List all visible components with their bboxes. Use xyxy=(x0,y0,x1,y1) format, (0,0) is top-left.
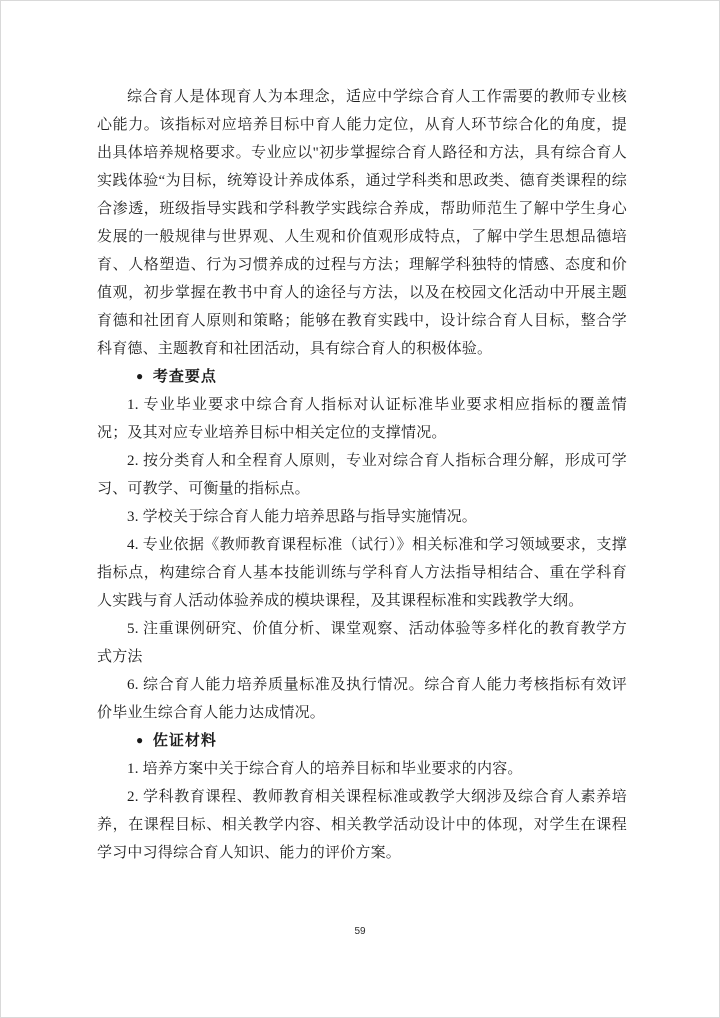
section-heading-supporting-materials xyxy=(97,727,627,755)
bullet-icon: ● xyxy=(136,369,144,383)
list-item: 4. 专业依据《教师教育课程标准（试行）》相关标准和学习领域要求，支撑指标点，构建综合育人基本技能训练与学科育人方法指导相结合、重在学科育人实践与育人活动体验养成的模块课程，及其课程标准和实践教学大纲。 xyxy=(97,537,627,609)
page-number: 59 xyxy=(354,926,366,937)
section-heading-examination-points xyxy=(97,363,627,391)
section-heading-text: 考查要点 xyxy=(152,369,217,385)
list-item: 5. 注重课例研究、价值分析、课堂观察、活动体验等多样化的教育教学方式方法 xyxy=(97,621,627,665)
list-item: 3. 学校关于综合育人能力培养思路与指导实施情况。 xyxy=(127,509,478,525)
list-item: 2. 按分类育人和全程育人原则，专业对综合育人指标合理分解，形成可学习、可教学、可衡量的指标点。 xyxy=(97,453,627,497)
list-item: 6. 综合育人能力培养质量标准及执行情况。综合育人能力考核指标有效评价毕业生综合育人能力达成情况。 xyxy=(97,677,627,721)
section-heading-text: 佐证材料 xyxy=(152,733,217,749)
document-body xyxy=(97,83,627,867)
list-item: 1. 专业毕业要求中综合育人指标对认证标准毕业要求相应指标的覆盖情况；及其对应专业培养目标中相关定位的支撑情况。 xyxy=(97,397,627,441)
intro-paragraph: 综合育人是体现育人为本理念，适应中学综合育人工作需要的教师专业核心能力。该指标对应培养目标中育人能力定位，从育人环节综合化的角度，提出具体培养规格要求。专业应以"初步掌握综合育人路径和方法，具有综合育人实践体验“为目标，统筹设计养成体系，通过学科类和思政类、德育类课程的综合渗透，班级指导实践和学科教学实践综合养成，帮助师范生了解中学生身心发展的一般规律与世界观、人生观和价值观形成特点，了解中学生思想品德培育、人格塑造、行为习惯养成的过程与方法；理解学科独特的情感、态度和价值观，初步掌握在教书中育人的途径与方法，以及在校园文化活动中开展主题育德和社团育人原则和策略；能够在教育实践中，设计综合育人目标，整合学科育德、主题教育和社团活动，具有综合育人的积极体验。 xyxy=(97,89,627,357)
list-item: 2. 学科教育课程、教师教育相关课程标准或教学大纲涉及综合育人素养培养，在课程目标、相关教学内容、相关教学活动设计中的体现，对学生在课程学习中习得综合育人知识、能力的评价方案。 xyxy=(97,789,627,861)
bullet-icon: ● xyxy=(136,733,144,747)
list-item: 1. 培养方案中关于综合育人的培养目标和毕业要求的内容。 xyxy=(127,761,523,777)
